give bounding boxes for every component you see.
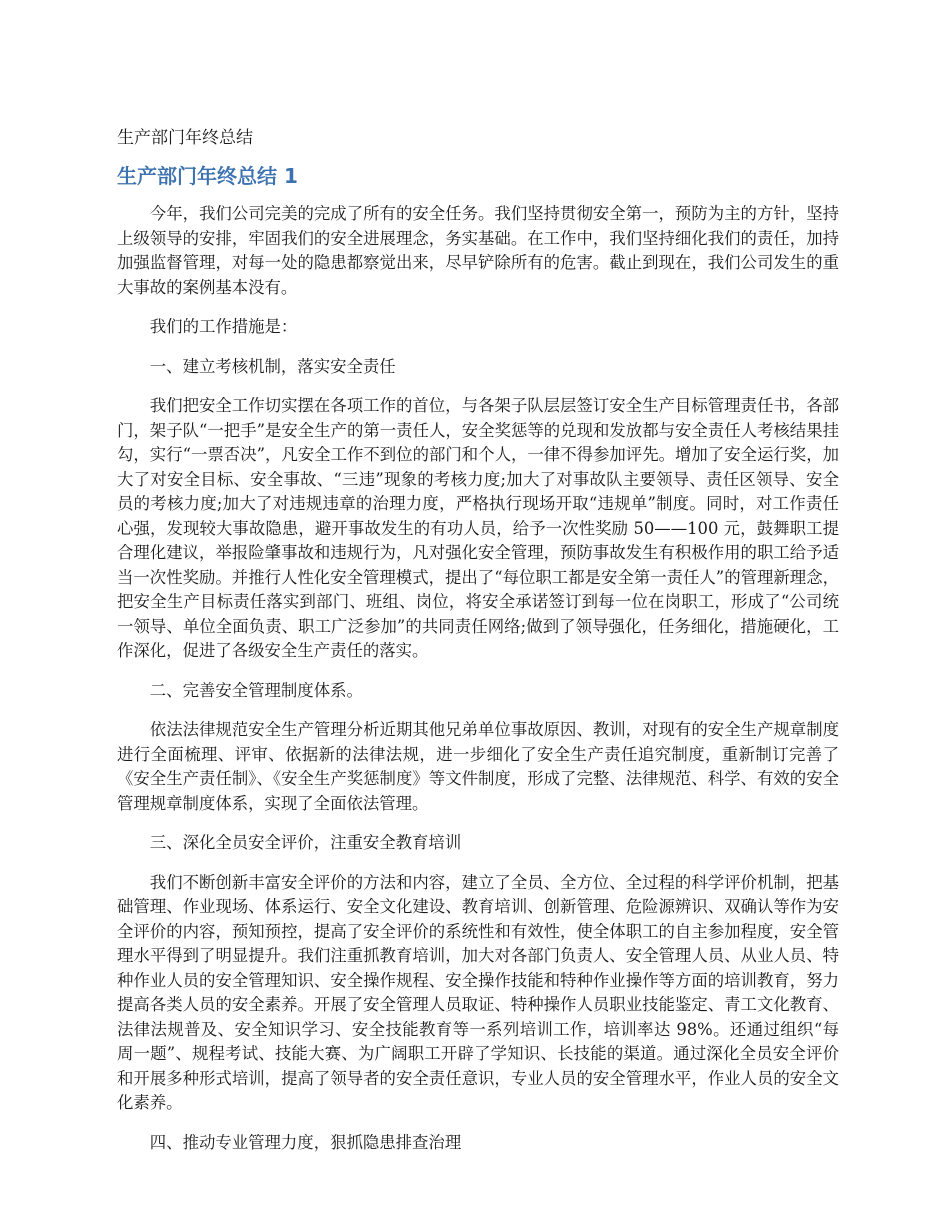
document-heading: 生产部门年终总结 1: [117, 164, 298, 188]
section-heading-3: 三、深化全员安全评价，注重安全教育培训: [149, 833, 462, 852]
document-label: 生产部门年终总结: [117, 128, 253, 148]
paragraph-section-1: 我们把安全工作切实摆在各项工作的首位，与各架子队层层签订安全生产目标管理责任书，各部门，架子队“一把手”是安全生产的第一责任人，安全奖惩等的兑现和发放都与安全责任人考核结果挂勾，实行“一票否决”，凡安全工作不到位的部门和个人，一律不得参加评先。增加了安全运行奖，加大了对安全目标、安全事故、“三违”现象的考核力度;加大了对事故队主要领导、责任区领导、安全员的考核力度;加大了对违规违章的治理力度，严格执行现场开取“违规单”制度。同时，对工作责任心强，发现较大事故隐患，避开事故发生的有功人员，给予一次性奖励 50——100 元，鼓舞职工提合理化建议，举报险肇事故和违规行为，凡对强化安全管理，预防事故发生有积极作用的职工给予适当一次性奖励。并推行人性化安全管理模式，提出了“每位职工都是安全第一责任人”的管理新理念，把安全生产目标责任落实到部门、班组、岗位，将安全承诺签订到每一位在岗职工，形成了“公司统一领导、单位全面负责、职工广泛参加”的共同责任网络;做到了领导强化，任务细化，措施硬化，工作深化，促进了各级安全生产责任的落实。: [117, 396, 839, 660]
paragraph-section-2: 依法法律规范安全生产管理分析近期其他兄弟单位事故原因、教训，对现有的安全生产规章制度进行全面梳理、评审、依据新的法律法规，进一步细化了安全生产责任追究制度，重新制订完善了《安全生产责任制》、《安全生产奖惩制度》等文件制度，形成了完整、法律规范、科学、有效的安全管理规章制度体系，实现了全面依法管理。: [117, 720, 839, 813]
paragraph-section-3: 我们不断创新丰富安全评价的方法和内容，建立了全员、全方位、全过程的科学评价机制，把基础管理、作业现场、体系运行、安全文化建设、教育培训、创新管理、危险源辨识、双确认等作为安全评价的内容，预知预控，提高了安全评价的系统性和有效性，使全体职工的自主参加程度，安全管理水平得到了明显提升。我们注重抓教育培训，加大对各部门负责人、安全管理人员、从业人员、特种作业人员的安全管理知识、安全操作规程、安全操作技能和特种作业操作等方面的培训教育，努力提高各类人员的安全素养。开展了安全管理人员取证、特种操作人员职业技能鉴定、青工文化教育、法律法规普及、安全知识学习、安全技能教育等一系列培训工作，培训率达 98%。还通过组织“每周一题”、规程考试、技能大赛、为广阔职工开辟了学知识、长技能的渠道。通过深化全员安全评价和开展多种形式培训，提高了领导者的安全责任意识，专业人员的安全管理水平，作业人员的安全文化素养。: [117, 872, 839, 1112]
section-heading-2: 二、完善安全管理制度体系。: [149, 680, 363, 700]
section-heading-4: 四、推动专业管理力度，狠抓隐患排查治理: [149, 1132, 462, 1152]
paragraph-measures-lead: 我们的工作措施是：: [149, 317, 298, 336]
paragraph-intro: 今年，我们公司完美的完成了所有的安全任务。我们坚持贯彻安全第一，预防为主的方针，坚持上级领导的安排，牢固我们的安全进展理念，务实基础。在工作中，我们坚持细化我们的责任，加持加强监督管理，对每一处的隐患都察觉出来，尽早铲除所有的危害。截止到现在，我们公司发生的重大事故的案例基本没有。: [117, 204, 839, 297]
document-body: [117, 202, 839, 1170]
section-heading-1: 一、建立考核机制，落实安全责任: [149, 356, 396, 376]
